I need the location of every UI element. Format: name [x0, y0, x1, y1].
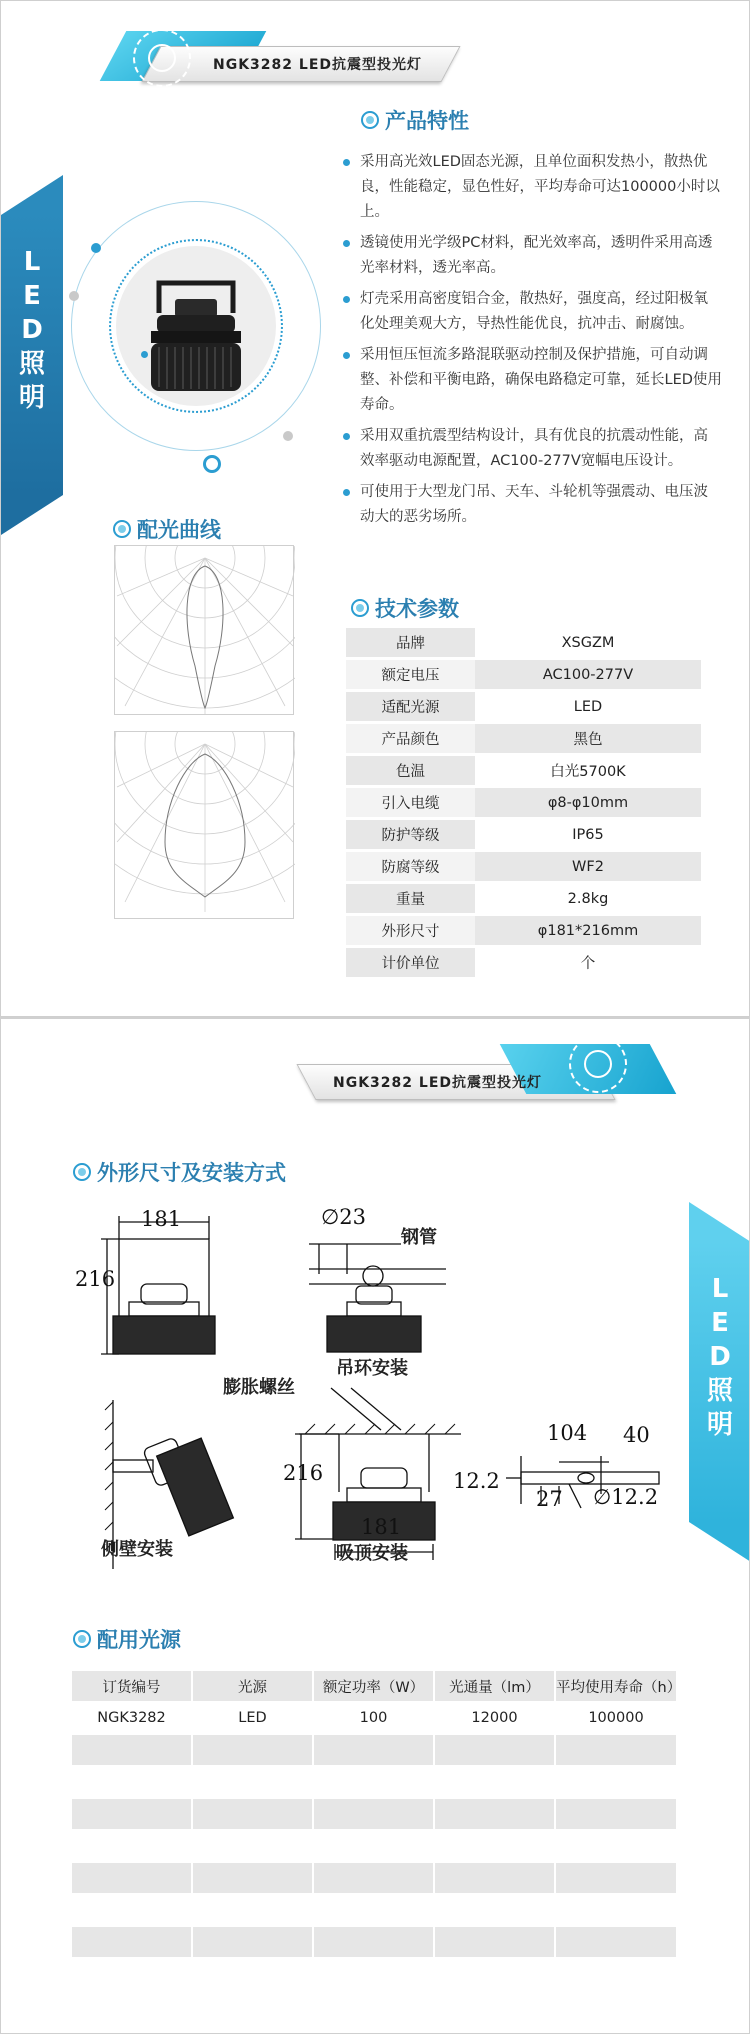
spec-key: 适配光源: [346, 692, 475, 721]
section-ring-icon: [361, 111, 379, 129]
label-ring-mount: 吊环安装: [336, 1358, 408, 1379]
polar-grid-icon: [115, 546, 295, 716]
side-tab-char: 明: [706, 1410, 733, 1440]
side-tab-char: D: [21, 315, 43, 345]
spec-value: AC100-277V: [475, 660, 701, 689]
spec-row: [346, 692, 701, 721]
spec-key: 重量: [346, 884, 475, 913]
spec-value: XSGZM: [475, 628, 701, 657]
spec-row: [346, 788, 701, 817]
side-tab-char: D: [709, 1342, 731, 1372]
spec-value: 白光5700K: [475, 756, 701, 785]
header-title: NGK3282 LED抗震型投光灯: [213, 57, 423, 73]
side-tab-char: L: [23, 247, 41, 277]
spec-row: [346, 852, 701, 881]
brand-badge-icon: [569, 1035, 627, 1093]
order-row-empty: [72, 1831, 676, 1861]
order-row-empty: [72, 1863, 676, 1893]
order-header: 订货编号: [72, 1671, 191, 1701]
features-list: [342, 150, 722, 536]
dim-width-181: 181: [141, 1207, 182, 1231]
side-tab-char: L: [711, 1274, 729, 1304]
spec-row: [346, 948, 701, 977]
floodlight-icon: [71, 201, 321, 461]
order-row: [72, 1703, 676, 1733]
dim-diameter-12-2: ∅12.2: [593, 1485, 659, 1509]
spec-value: φ181*216mm: [475, 916, 701, 945]
spec-key: 计价单位: [346, 948, 475, 977]
section-ring-icon: [73, 1630, 91, 1648]
order-cell: 12000: [435, 1703, 554, 1733]
order-table: [70, 1669, 682, 1959]
order-row-empty: [72, 1735, 676, 1765]
order-header: 光源: [193, 1671, 312, 1701]
spec-value: 个: [475, 948, 701, 977]
order-row-empty: [72, 1895, 676, 1925]
order-header: 额定功率（W）: [314, 1671, 433, 1701]
product-image: [71, 201, 321, 461]
spec-value: φ8-φ10mm: [475, 788, 701, 817]
section-ring-icon: [351, 599, 369, 617]
feature-item: 采用双重抗震型结构设计，具有优良的抗震动性能，高效率驱动电源配置，AC100-277V宽幅电压设计。: [342, 424, 722, 474]
dim-27: 27: [536, 1487, 563, 1511]
brand-badge-icon: [133, 29, 191, 87]
feature-item: 采用恒压恒流多路混联驱动控制及保护措施，可自动调整、补偿和平衡电路，确保电路稳定可靠，延长LED使用寿命。: [342, 343, 722, 418]
order-header: 光通量（lm）: [435, 1671, 554, 1701]
spec-value: 黑色: [475, 724, 701, 753]
spec-row: [346, 820, 701, 849]
spec-row: [346, 756, 701, 785]
order-cell: 100: [314, 1703, 433, 1733]
spec-key: 产品颜色: [346, 724, 475, 753]
spec-table: [346, 625, 701, 980]
dim-12-2: 12.2: [453, 1469, 500, 1493]
side-tab-char: E: [711, 1308, 729, 1338]
dim-height-216: 216: [283, 1461, 324, 1485]
spec-key: 引入电缆: [346, 788, 475, 817]
order-cell: LED: [193, 1703, 312, 1733]
order-row-empty: [72, 1767, 676, 1797]
order-cell: 100000: [556, 1703, 676, 1733]
spec-row: [346, 628, 701, 657]
install-title: 外形尺寸及安装方式: [73, 1157, 286, 1187]
spec-key: 额定电压: [346, 660, 475, 689]
spec-value: LED: [475, 692, 701, 721]
side-tab-char: E: [23, 281, 41, 311]
specs-title: 技术参数: [351, 593, 459, 623]
order-header: 平均使用寿命（h）: [556, 1671, 676, 1701]
section-ring-icon: [73, 1163, 91, 1181]
dim-diameter-23: ∅23: [321, 1205, 367, 1229]
label-wall-mount: 侧壁安装: [101, 1539, 173, 1560]
spec-row: [346, 660, 701, 689]
label-expansion-bolt: 膨胀螺丝: [223, 1377, 295, 1398]
dim-40: 40: [623, 1423, 650, 1447]
spec-key: 防护等级: [346, 820, 475, 849]
spec-value: WF2: [475, 852, 701, 881]
dim-104: 104: [547, 1421, 588, 1445]
label-ceiling-mount: 吸顶安装: [336, 1543, 408, 1564]
spec-key: 外形尺寸: [346, 916, 475, 945]
feature-item: 透镜使用光学级PC材料，配光效率高，透明件采用高透光率材料，透光率高。: [342, 231, 722, 281]
spec-value: IP65: [475, 820, 701, 849]
feature-item: 采用高光效LED固态光源，且单位面积发热小，散热优良，性能稳定，显色性好，平均寿命可达100000小时以上。: [342, 150, 722, 225]
spec-row: [346, 724, 701, 753]
side-tab-led-lighting: [1, 215, 63, 495]
section-ring-icon: [113, 520, 131, 538]
side-tab-char: 照: [18, 349, 45, 379]
spec-row: [346, 884, 701, 913]
side-tab-char: 明: [18, 383, 45, 413]
dim-height-216: 216: [75, 1267, 116, 1291]
side-tab-char: 照: [706, 1376, 733, 1406]
spec-key: 品牌: [346, 628, 475, 657]
spec-row: [346, 916, 701, 945]
spec-value: 2.8kg: [475, 884, 701, 913]
label-steel-pipe: 钢管: [401, 1227, 437, 1248]
light-curve-title: 配光曲线: [113, 514, 221, 544]
features-title: 产品特性: [361, 105, 469, 135]
order-cell: NGK3282: [72, 1703, 191, 1733]
source-title: 配用光源: [73, 1624, 181, 1654]
order-row-empty: [72, 1799, 676, 1829]
order-row-empty: [72, 1927, 676, 1957]
feature-item: 可使用于大型龙门吊、天车、斗轮机等强震动、电压波动大的恶劣场所。: [342, 480, 722, 530]
polar-chart-2: [114, 731, 294, 919]
dim-width-181: 181: [361, 1515, 402, 1539]
spec-key: 色温: [346, 756, 475, 785]
feature-item: 灯壳采用高密度铝合金，散热好，强度高，经过阳极氧化处理美观大方，导热性能优良，抗冲击、耐腐蚀。: [342, 287, 722, 337]
polar-chart-1: [114, 545, 294, 715]
polar-grid-icon: [115, 732, 295, 920]
header-title: NGK3282 LED抗震型投光灯: [333, 1075, 543, 1091]
spec-key: 防腐等级: [346, 852, 475, 881]
